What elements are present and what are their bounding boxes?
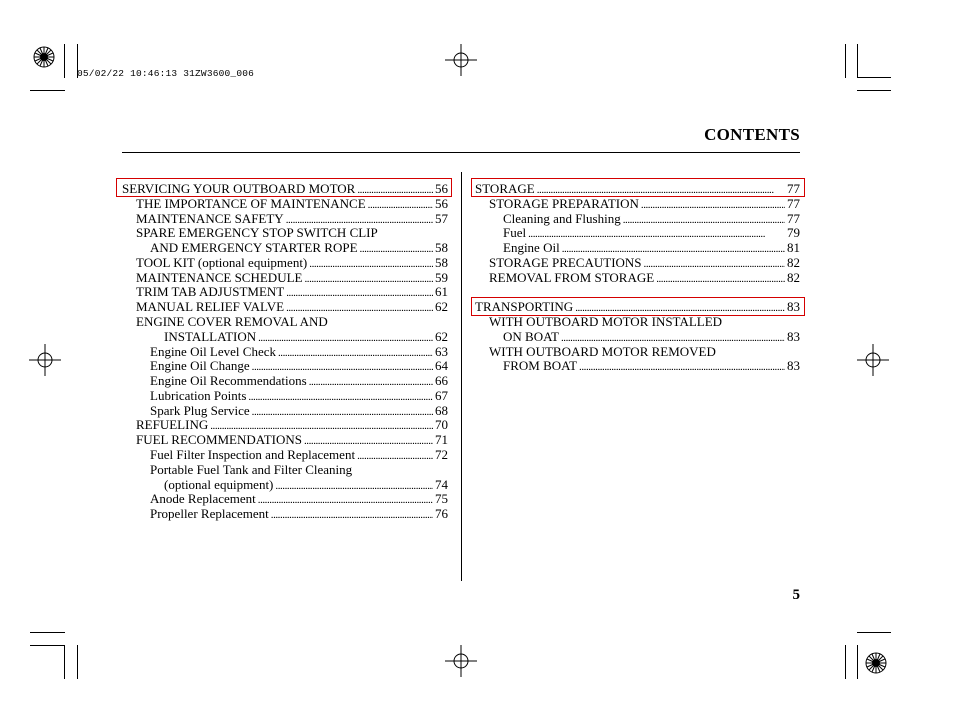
toc-entry-title: FUEL RECOMMENDATIONS (136, 432, 302, 447)
toc-entry-page: 61 (435, 284, 448, 299)
toc-entry-continued (489, 314, 800, 329)
toc-entry[interactable] (164, 329, 448, 344)
print-stamp: 05/02/22 10:46:13 31ZW3600_006 (77, 68, 255, 79)
crop-mark (64, 44, 65, 78)
toc-entry-page: 82 (787, 255, 800, 270)
toc-entry[interactable] (503, 329, 800, 344)
crop-mark (77, 645, 78, 679)
toc-entry-title: TRANSPORTING (475, 299, 574, 314)
toc-entry-page: 82 (787, 270, 800, 285)
toc-entry[interactable] (475, 181, 800, 196)
toc-entry[interactable] (136, 270, 448, 285)
toc-entry-page: 56 (435, 181, 448, 196)
toc-entry[interactable] (489, 255, 800, 270)
toc-entry-title: Propeller Replacement (150, 506, 269, 521)
toc-entry[interactable] (136, 299, 448, 314)
toc-entry[interactable] (475, 299, 800, 314)
toc-entry-title: REMOVAL FROM STORAGE (489, 270, 655, 285)
toc-entry-title: MAINTENANCE SAFETY (136, 211, 284, 226)
toc-entry[interactable] (150, 491, 448, 506)
toc-entry-page: 58 (435, 255, 448, 270)
toc-entry-page: 67 (435, 388, 448, 403)
crop-mark (857, 90, 891, 91)
toc-entry-title: TOOL KIT (optional equipment) (136, 255, 308, 270)
toc-entry[interactable] (164, 477, 448, 492)
crop-mark (845, 645, 846, 679)
crosshair-mark (29, 344, 61, 376)
toc-entry-title: (optional equipment) (164, 477, 274, 492)
crop-mark (857, 77, 891, 78)
page-number: 5 (792, 587, 800, 603)
toc-entry-page: 68 (435, 403, 448, 418)
toc-entry-page: 71 (435, 432, 448, 447)
toc-entry-continued (136, 314, 448, 329)
toc-entry-title: Spark Plug Service (150, 403, 250, 418)
toc-entry-page: 62 (435, 329, 448, 344)
registration-sun-mark (865, 652, 887, 674)
toc-entry[interactable] (503, 240, 800, 255)
toc-entry-title: ON BOAT (503, 329, 559, 344)
crop-mark (64, 645, 65, 679)
toc-entry-title: MANUAL RELIEF VALVE (136, 299, 285, 314)
toc-entry[interactable] (150, 358, 448, 373)
toc-entry[interactable] (150, 344, 448, 359)
toc-entry-page: 77 (787, 211, 800, 226)
toc-entry-page: 75 (435, 491, 448, 506)
toc-entry-title: WITH OUTBOARD MOTOR REMOVED (489, 344, 716, 359)
crop-mark (857, 632, 891, 633)
toc-leader (271, 508, 433, 523)
toc-entry-page: 79 (787, 225, 800, 240)
toc-entry-title: STORAGE PREPARATION (489, 196, 639, 211)
registration-sun-mark (33, 46, 55, 68)
toc-entry[interactable] (503, 225, 800, 240)
toc-entry-title: Cleaning and Flushing (503, 211, 621, 226)
toc-entry[interactable] (150, 240, 448, 255)
toc-entry-page: 81 (787, 240, 800, 255)
toc-entry-title: FROM BOAT (503, 358, 578, 373)
column-divider (461, 172, 462, 581)
toc-entry[interactable] (150, 403, 448, 418)
toc-entry-title: INSTALLATION (164, 329, 257, 344)
crop-mark (857, 645, 858, 679)
toc-entry-title: ENGINE COVER REMOVAL AND (136, 314, 328, 329)
toc-entry-continued (150, 462, 448, 477)
toc-entry-title: Fuel Filter Inspection and Replacement (150, 447, 356, 462)
toc-entry[interactable] (136, 255, 448, 270)
toc-entry-page: 83 (787, 329, 800, 344)
toc-entry-page: 74 (435, 477, 448, 492)
toc-entry-title: AND EMERGENCY STARTER ROPE (150, 240, 358, 255)
toc-entry-page: 56 (435, 196, 448, 211)
toc-entry-title: TRIM TAB ADJUSTMENT (136, 284, 285, 299)
toc-entry-page: 70 (435, 417, 448, 432)
crosshair-mark (445, 645, 477, 677)
toc-entry-page: 57 (435, 211, 448, 226)
toc-entry-title: Anode Replacement (150, 491, 256, 506)
toc-entry-page: 59 (435, 270, 448, 285)
toc-entry-title: SPARE EMERGENCY STOP SWITCH CLIP (136, 225, 378, 240)
toc-entry[interactable] (489, 270, 800, 285)
toc-entry-title: THE IMPORTANCE OF MAINTENANCE (136, 196, 366, 211)
toc-entry-title: MAINTENANCE SCHEDULE (136, 270, 303, 285)
toc-entry[interactable] (122, 181, 448, 196)
toc-entry-page: 77 (787, 196, 800, 211)
toc-entry-continued (136, 225, 448, 240)
toc-entry-title: Lubrication Points (150, 388, 247, 403)
toc-entry[interactable] (136, 432, 448, 447)
toc-entry[interactable] (136, 211, 448, 226)
toc-entry-title: Engine Oil Change (150, 358, 250, 373)
toc-entry-page: 64 (435, 358, 448, 373)
toc-entry-page: 66 (435, 373, 448, 388)
toc-entry-title: STORAGE PRECAUTIONS (489, 255, 642, 270)
crop-mark (30, 645, 65, 646)
toc-entry[interactable] (136, 196, 448, 211)
toc-entry-title: STORAGE (475, 181, 535, 196)
toc-entry-title: Engine Oil (503, 240, 560, 255)
toc-entry[interactable] (489, 196, 800, 211)
toc-entry-title: Engine Oil Level Check (150, 344, 276, 359)
toc-entry[interactable] (150, 373, 448, 388)
toc-entry-title: REFUELING (136, 417, 209, 432)
toc-entry[interactable] (150, 506, 448, 521)
toc-entry-page: 58 (435, 240, 448, 255)
toc-entry[interactable] (136, 284, 448, 299)
header-rule (122, 152, 800, 153)
toc-leader (579, 360, 785, 375)
toc-entry-page: 83 (787, 299, 800, 314)
toc-entry[interactable] (503, 358, 800, 373)
toc-entry-page: 63 (435, 344, 448, 359)
toc-entry[interactable] (136, 417, 448, 432)
toc-entry-page: 83 (787, 358, 800, 373)
toc-leader (656, 272, 785, 287)
toc-entry-continued (489, 344, 800, 359)
toc-entry-title: Portable Fuel Tank and Filter Cleaning (150, 462, 353, 477)
toc-entry-title: Engine Oil Recommendations (150, 373, 307, 388)
page-title: CONTENTS (704, 125, 800, 144)
toc-entry-title: SERVICING YOUR OUTBOARD MOTOR (122, 181, 356, 196)
toc-entry-page: 77 (787, 181, 800, 196)
toc-entry[interactable] (503, 211, 800, 226)
toc-entry[interactable] (150, 388, 448, 403)
toc-entry-page: 62 (435, 299, 448, 314)
crosshair-mark (857, 344, 889, 376)
toc-entry-page: 76 (435, 506, 448, 521)
toc-entry-page: 72 (435, 447, 448, 462)
crop-mark (30, 90, 65, 91)
crop-mark (845, 44, 846, 78)
toc-entry[interactable] (150, 447, 448, 462)
crosshair-mark (445, 44, 477, 76)
crop-mark (857, 44, 858, 78)
crop-mark (30, 632, 65, 633)
toc-entry-title: WITH OUTBOARD MOTOR INSTALLED (489, 314, 723, 329)
toc-entry-title: Fuel (503, 225, 527, 240)
